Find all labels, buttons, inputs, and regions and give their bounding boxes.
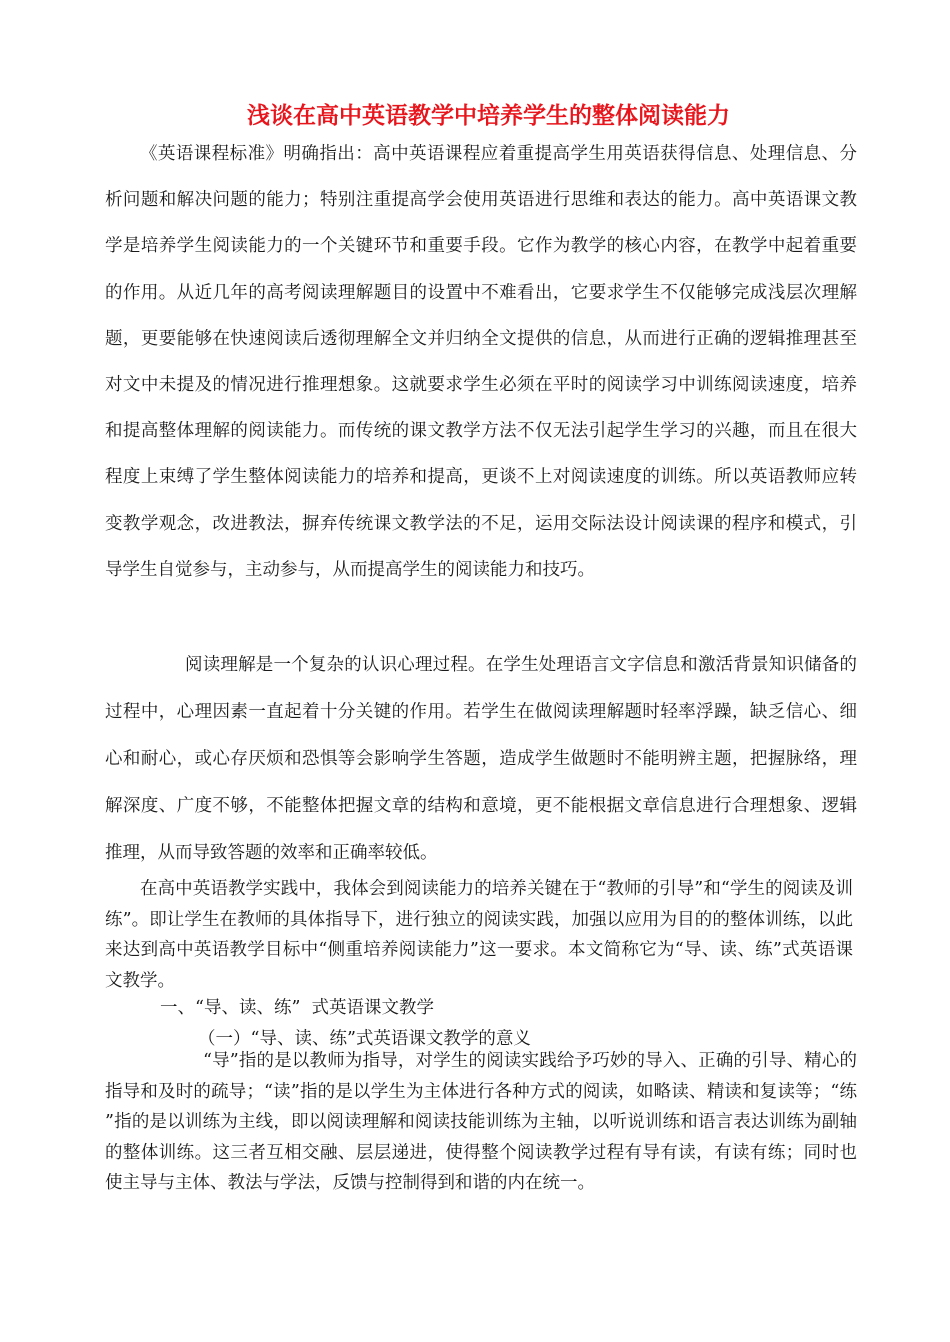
section-heading-1: 一、“导、读、练” 式英语课文教学 <box>160 998 435 1018</box>
paragraph-meaning: “导”指的是以教师为指导，对学生的阅读实践给予巧妙的导入、正确的引导、精心的指导和及时的疏导；“读”指的是以学生为主体进行各种方式的阅读，如略读、精读和复读等；“练”指的是以训练为主线，即以阅读理解和阅读技能训练为主轴，以听说训练和语言表达训练为副轴的整体训练。这三者互相交融、层层递进，使得整个阅读教学过程有导有读，有读有练；同时也使主导与主体、教法与学法，反馈与控制得到和谐的内在统一。 <box>105 1051 857 1194</box>
paragraph-psychology: 阅读理解是一个复杂的认识心理过程。在学生处理语言文字信息和激活背景知识储备的过程中，心理因素一直起着十分关键的作用。若学生在做阅读理解题时轻率浮躁，缺乏信心、细心和耐心，或心存厌烦和恐惧等会影响学生答题，造成学生做题时不能明辨主题，把握脉络，理解深度、广度不够，不能整体把握文章的结构和意境，更不能根据文章信息进行合理想象、逻辑推理，从而导致答题的效率和正确率较低。 <box>105 655 857 863</box>
subsection-heading-1: （一）“导、读、练”式英语课文教学的意义 <box>198 1029 531 1049</box>
paragraph-intro: 《英语课程标准》明确指出：高中英语课程应着重提高学生用英语获得信息、处理信息、分析问题和解决问题的能力；特别注重提高学会使用英语进行思维和表达的能力。高中英语课文教学是培养学生阅读能力的一个关键环节和重要手段。它作为教学的核心内容，在教学中起着重要的作用。从近几年的高考阅读理解题目的设置中不难看出，它要求学生不仅能够完成浅层次理解题，更要能够在快速阅读后透彻理解全文并归纳全文提供的信息，从而进行正确的逻辑推理甚至对文中未提及的情况进行推理想象。这就要求学生必须在平时的阅读学习中训练阅读速度，培养和提高整体理解的阅读能力。而传统的课文教学方法不仅无法引起学生学习的兴趣，而且在很大程度上束缚了学生整体阅读能力的培养和提高，更谈不上对阅读速度的训练。所以英语教师应转变教学观念，改进教法，摒弃传统课文教学法的不足，运用交际法设计阅读课的程序和模式，引导学生自觉参与，主动参与，从而提高学生的阅读能力和技巧。 <box>105 144 857 580</box>
paragraph-practice: 在高中英语教学实践中，我体会到阅读能力的培养关键在于“教师的引导”和“学生的阅读及训练”。即让学生在教师的具体指导下，进行独立的阅读实践，加强以应用为目的的整体训练，以此来达到高中英语教学目标中“侧重培养阅读能力”这一要求。本文简称它为“导、读、练”式英语课文教学。 <box>105 879 853 991</box>
document-title: 浅谈在高中英语教学中培养学生的整体阅读能力 <box>247 103 730 129</box>
